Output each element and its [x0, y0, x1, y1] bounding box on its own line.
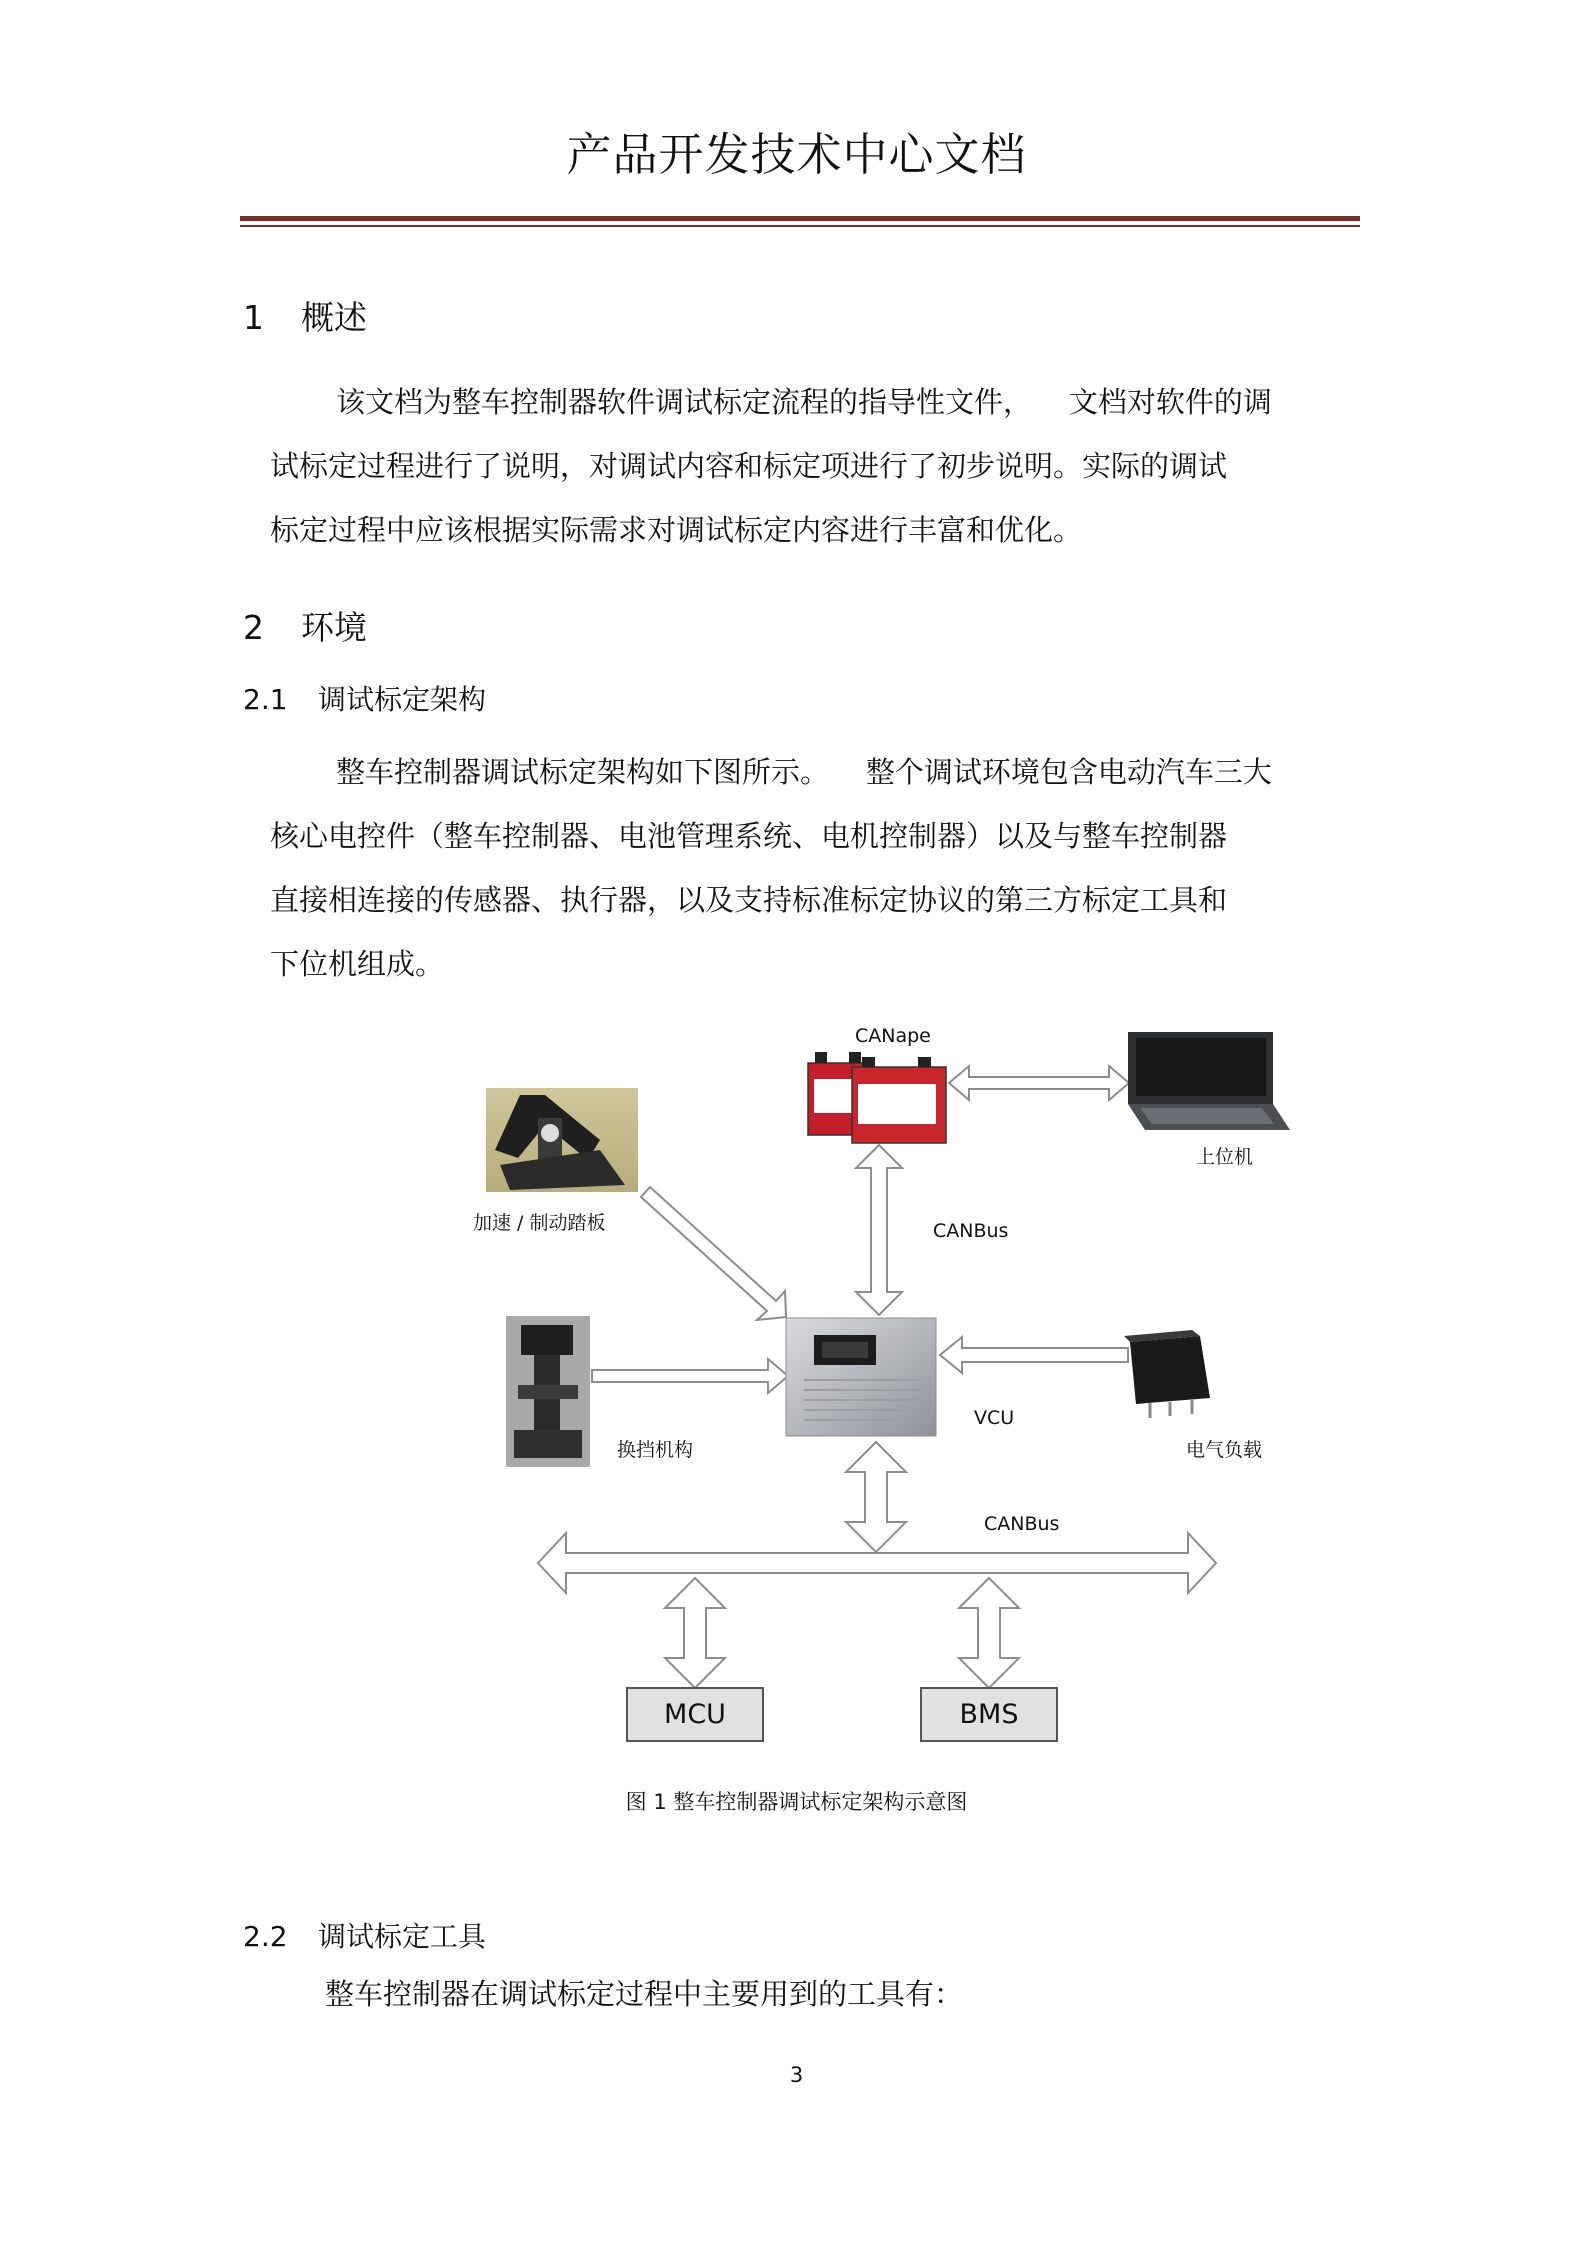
arrow-canape-host: [949, 1066, 1129, 1100]
laptop-icon: [1128, 1032, 1290, 1130]
page-header-title: 产品开发技术中心文档: [566, 128, 1027, 181]
section-2-2-paragraph: [325, 1962, 963, 2026]
arrow-load-vcu: [940, 1337, 1128, 1373]
section-number: 2: [243, 608, 264, 647]
label-canbus-bottom: CANBus: [984, 1513, 1060, 1535]
arrow-gear-vcu: [592, 1359, 788, 1393]
paragraph-line: 整车控制器在调试标定过程中主要用到的工具有：: [325, 1977, 964, 2011]
calibration-hardware-icon: [808, 1052, 946, 1143]
label-canape: CANape: [855, 1025, 931, 1047]
arrow-vcu-bus: [846, 1442, 906, 1552]
section-number: 2.2: [243, 1920, 288, 1953]
paragraph-line: 整车控制器调试标定架构如下图所示。 整个调试环境包含电动汽车三大: [336, 755, 1272, 789]
controller-unit-icon: [786, 1318, 936, 1436]
label-gear: 换挡机构: [617, 1439, 694, 1461]
section-title: 概述: [301, 298, 367, 337]
bms-label: BMS: [959, 1699, 1019, 1730]
section-title: 调试标定架构: [318, 683, 487, 716]
paragraph-line: 该文档为整车控制器软件调试标定流程的指导性文件， 文档对软件的调: [336, 385, 1272, 419]
arrow-bus-bms: [959, 1578, 1019, 1688]
mcu-label: MCU: [664, 1699, 726, 1730]
paragraph-line: 标定过程中应该根据实际需求对调试标定内容进行丰富和优化。: [270, 513, 1083, 547]
paragraph-line: 直接相连接的传感器、执行器，以及支持标准标定协议的第三方标定工具和: [270, 883, 1228, 917]
relay-icon: [1124, 1330, 1210, 1418]
section-number: 2.1: [243, 683, 288, 716]
paragraph-line: 核心电控件（整车控制器、电池管理系统、电机控制器）以及与整车控制器: [270, 819, 1228, 853]
label-vcu: VCU: [974, 1407, 1015, 1429]
section-title: 环境: [301, 608, 367, 647]
label-host: 上位机: [1196, 1146, 1254, 1168]
gear-shifter-icon: [506, 1316, 590, 1467]
section-number: 1: [243, 298, 264, 337]
page-number: 3: [789, 2063, 804, 2087]
paragraph-line: 试标定过程进行了说明，对调试内容和标定项进行了初步说明。实际的调试: [270, 449, 1228, 483]
figure-caption: 图 1 整车控制器调试标定架构示意图: [625, 1790, 968, 1814]
label-canbus-top: CANBus: [933, 1220, 1009, 1242]
arrow-canape-vcu: [856, 1145, 902, 1315]
label-load: 电气负载: [1186, 1439, 1263, 1461]
section-2-2-heading: [243, 1915, 486, 1955]
pedal-icon: [486, 1088, 638, 1192]
arrow-pedal-vcu: [641, 1187, 786, 1320]
paragraph-line: 下位机组成。: [270, 947, 445, 981]
arrow-bus-mcu: [665, 1578, 725, 1688]
label-pedal: 加速 / 制动踏板: [473, 1212, 606, 1234]
section-title: 调试标定工具: [318, 1920, 487, 1953]
